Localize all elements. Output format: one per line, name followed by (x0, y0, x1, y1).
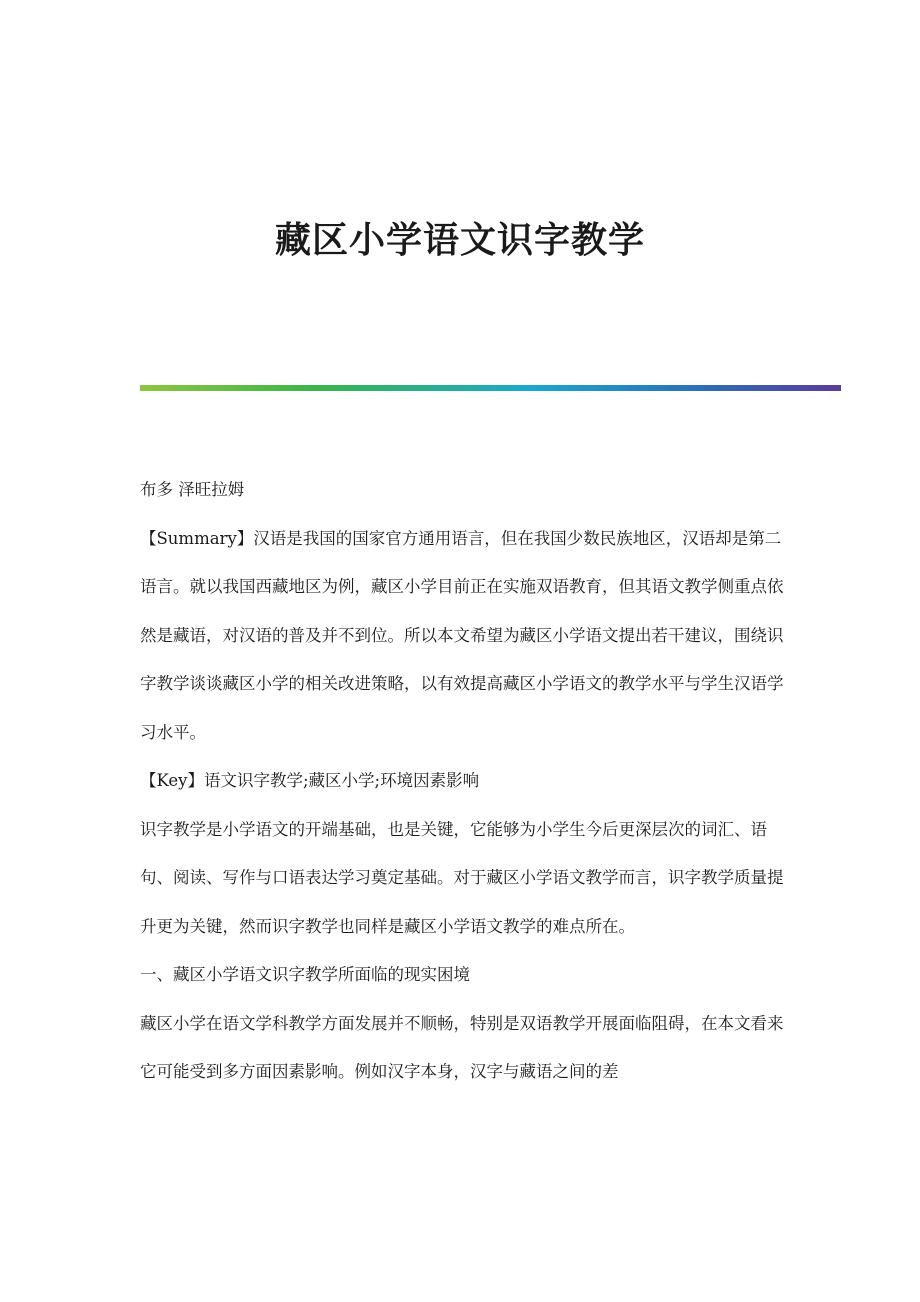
summary-label: 【Summary】 (140, 528, 254, 548)
section-paragraph: 藏区小学在语文学科教学方面发展并不顺畅，特别是双语教学开展面临阻碍，在本文看来它可能受到多方面因素影响。例如汉字本身，汉字与藏语之间的差 (140, 1013, 784, 1081)
keywords-label: 【Key】 (140, 771, 204, 790)
keywords-text: 语文识字教学;藏区小学;环境因素影响 (203, 771, 480, 790)
paper-title: 藏区小学语文识字教学 (274, 219, 645, 261)
summary-text: 汉语是我国的国家官方通用语言，但在我国少数民族地区，汉语却是第二语言。就以我国西藏地区为例，藏区小学目前正在实施双语教育，但其语文教学侧重点依然是藏语，对汉语的普及并不到位。所以本文希望为藏区小学语文提出若干建议，围绕识字教学谈谈藏区小学的相关改进策略，以有效提高藏区小学语文的教学水平与学生汉语学习水平。 (140, 528, 784, 742)
intro-paragraph: 识字教学是小学语文的开端基础，也是关键，它能够为小学生今后更深层次的词汇、语句、阅读、写作与口语表达学习奠定基础。对于藏区小学语文教学而言，识字教学质量提升更为关键，然而识字教学也同样是藏区小学语文教学的难点所在。 (140, 819, 784, 936)
keywords-paragraph (140, 757, 785, 806)
author-line: 布多 泽旺拉姆 (140, 480, 245, 499)
paper-body (140, 466, 785, 1097)
summary-paragraph (140, 515, 785, 758)
title-divider (140, 385, 841, 391)
section-heading: 一、藏区小学语文识字教学所面临的现实困境 (140, 965, 470, 984)
